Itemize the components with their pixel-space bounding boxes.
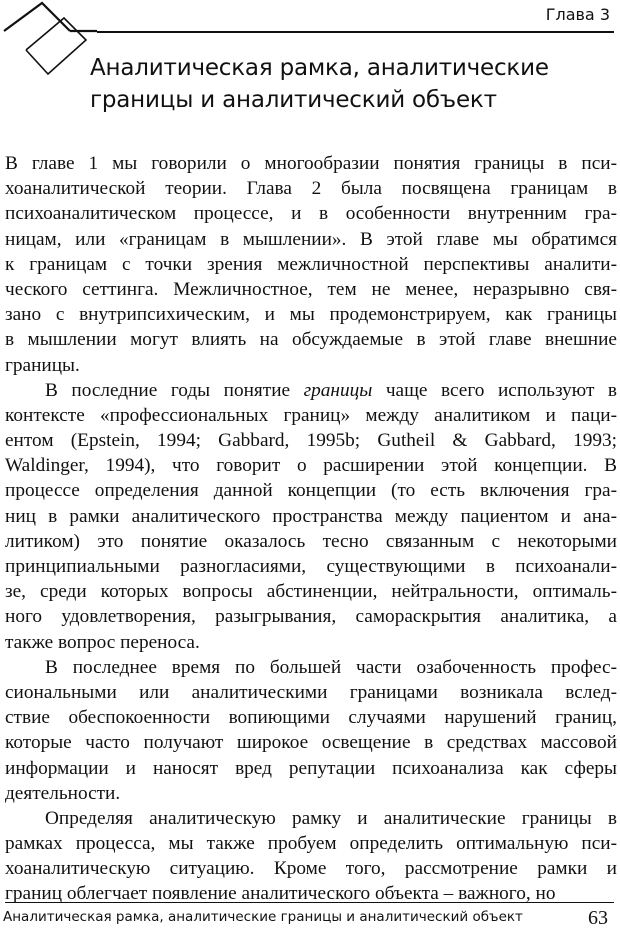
section-title-line: границы и аналитический объект <box>90 87 497 113</box>
page-number: 63 <box>588 907 608 929</box>
text-line: также вопрос переноса. <box>5 631 200 653</box>
running-title: Аналитическая рамка, аналитические границы и аналитический объект <box>3 909 523 925</box>
chapter-label: Глава 3 <box>545 5 610 24</box>
text-line: зано с внутрипсихическим, и мы продемонстрируем, как границы <box>5 304 617 326</box>
paragraph <box>5 378 617 655</box>
text-line: границ облегчает появление аналитического объекта – важного, но <box>5 883 556 905</box>
text-line: В последние годы понятие границы чаще всего используют в <box>45 379 617 401</box>
text-line: Определяя аналитическую рамку и аналитические границы в <box>45 807 617 829</box>
paragraph <box>5 151 617 378</box>
text-line: хоаналитической теории. Глава 2 была посвящена границам в <box>5 178 617 200</box>
paragraph <box>5 806 617 907</box>
text-line: ствие обеспокоенности вопиющими случаями нарушений границ, <box>5 707 617 729</box>
paragraph <box>5 655 617 806</box>
text-line: ентом (Epstein, 1994; Gabbard, 1995b; Gutheil & Gabbard, 1993; <box>5 430 617 452</box>
text-line: В последнее время по большей части озабоченность профес- <box>45 656 617 678</box>
text-line: контексте «профессиональных границ» между аналитиком и паци- <box>5 404 617 426</box>
section-title <box>90 52 600 116</box>
text-line: литиком) это понятие оказалось тесно связанным с некоторыми <box>5 530 617 552</box>
body-text <box>5 151 617 907</box>
chapter-emblem-icon <box>0 0 100 100</box>
text-line: процессе определения данной концепции (то есть включения гра- <box>5 480 617 502</box>
text-line: рамках процесса, мы также пробуем определить оптимальную пси- <box>5 833 617 855</box>
header-rule <box>97 31 614 33</box>
text-line: которые часто получают широкое освещение в средствах массовой <box>5 732 617 754</box>
text-line: хоаналитическую ситуацию. Кроме того, рассмотрение рамки и <box>5 858 617 880</box>
text-line: деятельности. <box>5 782 121 804</box>
text-line: зе, среди которых вопросы абстиненции, нейтральности, оптималь- <box>5 581 617 603</box>
text-line: границы. <box>5 354 80 376</box>
text-line: к границам с точки зрения межличностной перспективы аналити- <box>5 253 617 275</box>
footer-rule <box>5 902 614 903</box>
text-line: В главе 1 мы говорили о многообразии понятия границы в пси- <box>5 153 617 174</box>
text-line: ницам, или «границам в мышлении». В этой главе мы обратимся <box>5 228 617 250</box>
text-line: принципиальными разногласиями, существующими в психоанали- <box>5 556 617 577</box>
text-line: ческого сеттинга. Межличностное, тем не менее, неразрывно свя- <box>5 278 617 300</box>
text-line: в мышлении могут влиять на обсуждаемые в этой главе внешние <box>5 329 617 351</box>
text-line: ниц в рамки аналитического пространства между пациентом и ана- <box>5 505 617 527</box>
text-line: сиональными или аналитическими границами возникала вслед- <box>5 681 617 703</box>
text-line: психоаналитическом процессе, и в особенности внутренним гра- <box>5 203 617 225</box>
text-line: ного удовлетворения, разыгрывания, самораскрытия аналитика, а <box>5 606 617 628</box>
emphasis: границы <box>303 379 373 401</box>
text-line: информации и наносят вред репутации психоанализа как сферы <box>5 757 617 779</box>
section-title-line: Аналитическая рамка, аналитические <box>90 55 549 81</box>
text-line: Waldinger, 1994), что говорит о расширении этой концепции. В <box>5 455 617 477</box>
